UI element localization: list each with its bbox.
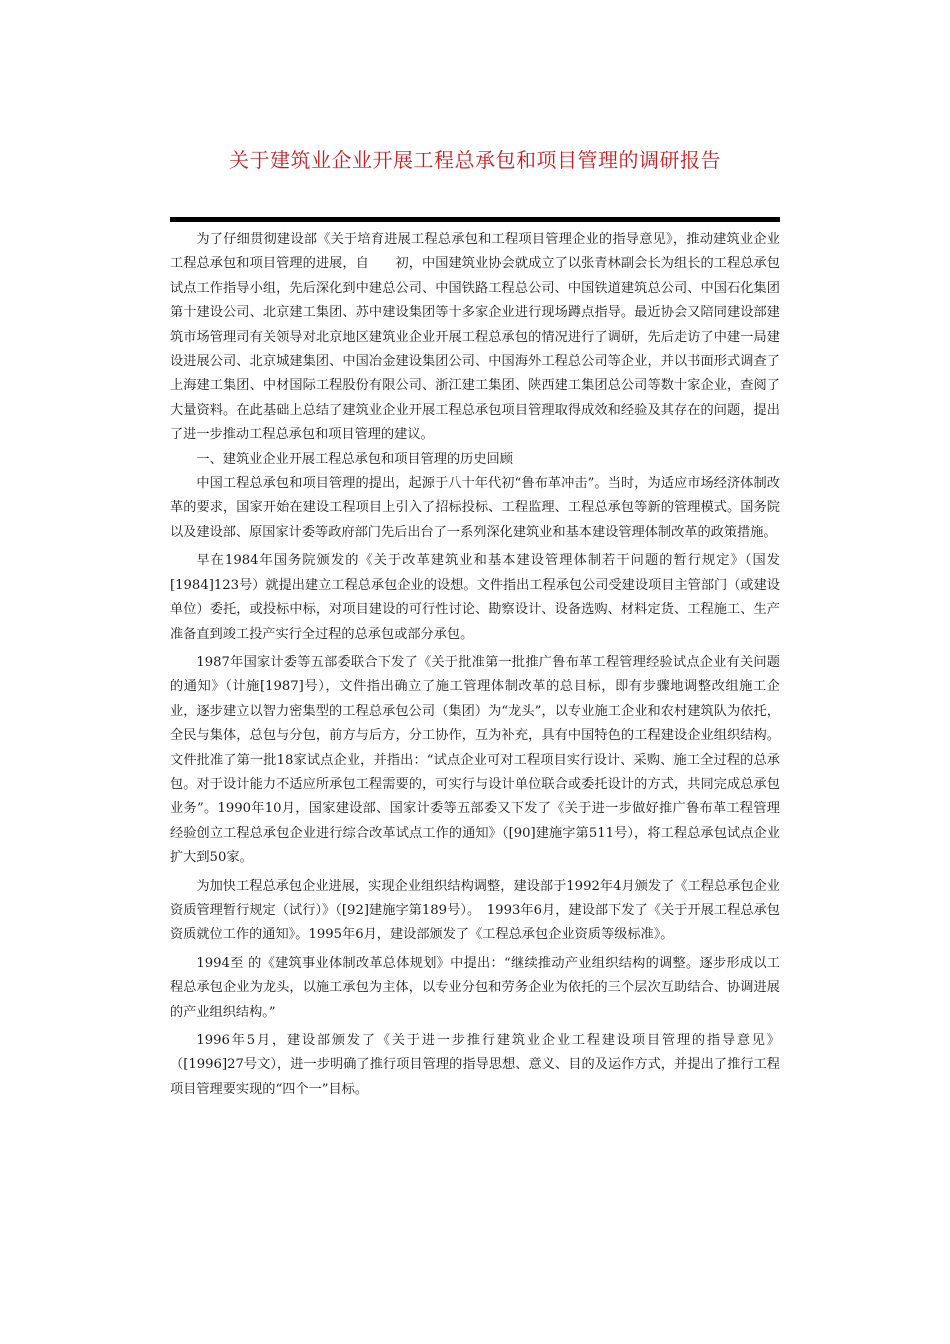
paragraph-1996: 1996年5月，建设部颁发了《关于进一步推行建筑业企业工程建设项目管理的指导意见》（[1996]27号文），进一步明确了推行项目管理的指导思想、意义、目的及运作方式，并提出了推行工程项目管理要实现的“四个一”目标。 xyxy=(170,1033,780,1097)
paragraph-1987: 1987年国家计委等五部委联合下发了《关于批准第一批推广鲁布革工程管理经验试点企业有关问题的通知》（计施[1987]号），文件指出确立了施工管理体制改革的总目标，即有步骤地调整改组施工企业，逐步建立以智力密集型的工程总承包公司（集团）为“龙头”，以专业施工企业和农村建筑队为依托，全民与集体，总包与分包，前方与后方，分工协作，互为补充，具有中国特色的工程建设企业组织结构。文件批准了第一批18家试点企业，并指出：“试点企业可对工程项目实行设计、采购、施工全过程的总承包。对于设计能力不适应所承包工程需要的，可实行与设计单位联合或委托设计的方式，共同完成总承包业务”。1990年10月，国家建设部、国家计委等五部委又下发了《关于进一步做好推广鲁布革工程管理经验创立工程总承包企业进行综合改革试点工作的通知》（[90]建施字第511号），将工程总承包试点企业扩大到50家。 xyxy=(170,654,780,866)
title-divider xyxy=(170,217,780,222)
paragraph-1994: 1994至 的《建筑事业体制改革总体规划》中提出：“继续推动产业组织结构的调整。逐步形成以工程总承包企业为龙头，以施工承包为主体，以专业分包和劳务企业为依托的三个层次互助结合、协调进展的产业组织结构。” xyxy=(170,955,780,1020)
paragraph-intro: 为了仔细贯彻建设部《关于培育进展工程总承包和工程项目管理企业的指导意见》，推动建筑业企业工程总承包和项目管理的进展，自 初，中国建筑业协会就成立了以张青林副会长为组长的工程总承包试点工作指导小组，先后深化到中建总公司、中国铁路工程总公司、中国铁道建筑总公司、中国石化集团第十建设公司、北京建工集团、苏中建设集团等十多家企业进行现场蹲点指导。最近协会又陪同建设部建筑市场管理司有关领导对北京地区建筑业企业开展工程总承包的情况进行了调研，先后走访了中建一局建设进展公司、北京城建集团、中国冶金建设集团公司、中国海外工程总公司等企业，并以书面形式调查了上海建工集团、中材国际工程股份有限公司、浙江建工集团、陕西建工集团总公司等数十家企业，查阅了大量资料。在此基础上总结了建筑业企业开展工程总承包项目管理取得成效和经验及其存在的问题，提出了进一步推动工程总承包和项目管理的建议。 xyxy=(170,232,780,443)
section-heading-1: 一、建筑业企业开展工程总承包和项目管理的历史回顾 xyxy=(196,451,513,467)
document-body xyxy=(170,228,780,1102)
paragraph-1984: 早在1984年国务院颁发的《关于改革建筑业和基本建设管理体制若干问题的暂行规定》（国发[1984]123号）就提出建立工程总承包企业的设想。文件指出工程承包公司受建设项目主管部门（或建设单位）委托，或投标中标，对项目建设的可行性讨论、勘察设计、设备选购、材料定货、工程施工、生产准备直到竣工投产实行全过程的总承包或部分承包。 xyxy=(170,553,780,642)
paragraph-1992: 为加快工程总承包企业进展，实现企业组织结构调整，建设部于1992年4月颁发了《工程总承包企业资质管理暂行规定（试行）》（[92]建施字第189号）。 1993年6月，建设部下发了《关于开展工程总承包资质就位工作的通知》。1995年6月，建设部颁发了《工程总承包企业资质等级标准》。 xyxy=(170,878,780,943)
paragraph-origin: 中国工程总承包和项目管理的提出，起源于八十年代初“鲁布革冲击”。当时，为适应市场经济体制改革的要求，国家开始在建设工程项目上引入了招标投标、工程监理、工程总承包等新的管理模式。国务院以及建设部、原国家计委等政府部门先后出台了一系列深化建筑业和基本建设管理体制改革的政策措施。 xyxy=(170,476,780,540)
document-title: 关于建筑业企业开展工程总承包和项目管理的调研报告 xyxy=(229,148,721,172)
